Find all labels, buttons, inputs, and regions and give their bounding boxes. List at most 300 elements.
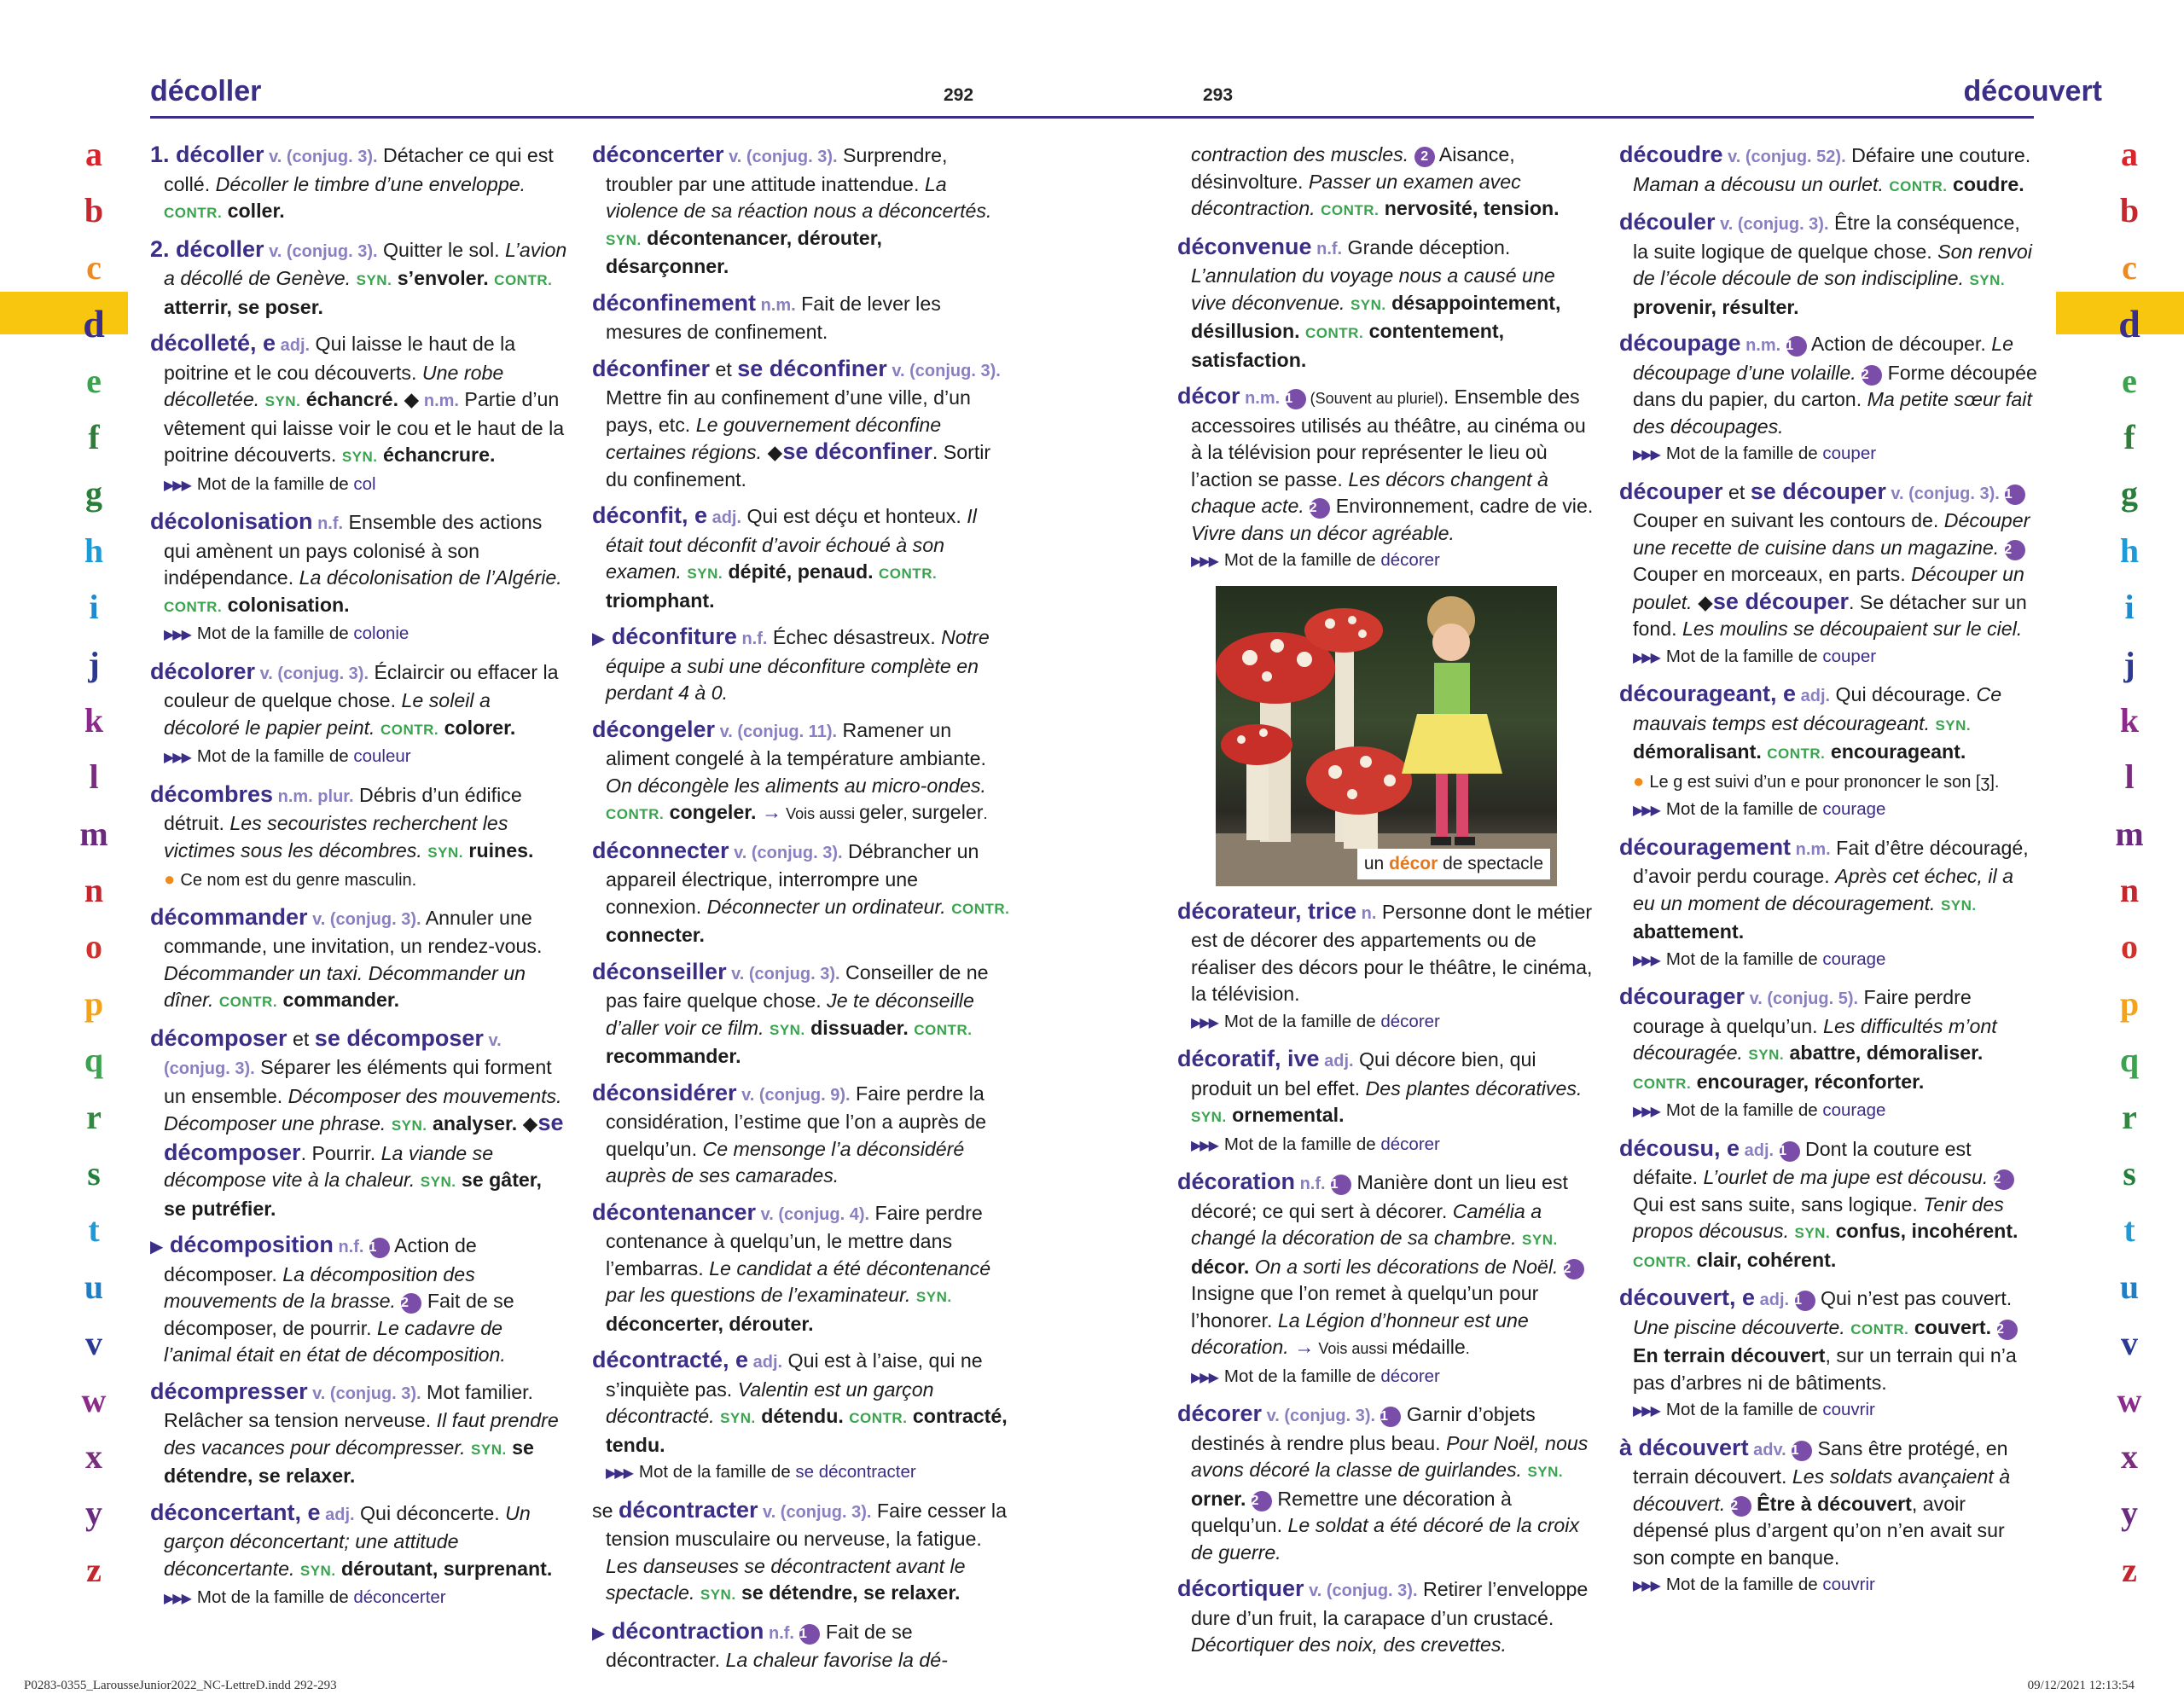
definition-text: Aisance, désinvolture. bbox=[1191, 143, 1515, 193]
headword[interactable]: décolleté, e bbox=[150, 330, 276, 356]
letter-index-q[interactable]: q bbox=[84, 1041, 104, 1080]
letter-index-b[interactable]: b bbox=[84, 191, 104, 230]
letter-index-a[interactable]: a bbox=[2121, 135, 2138, 173]
family-link[interactable]: décorer bbox=[1380, 1134, 1440, 1154]
letter-index-p[interactable]: p bbox=[84, 983, 104, 1023]
definition-text: . Ensemble des accessoires utilisés au théâtre, au cinéma ou à la télévision pour représenter le lieu où l’action se passe. bbox=[1191, 386, 1586, 490]
related-word: encourager, réconforter. bbox=[1691, 1070, 1925, 1093]
letter-index-b[interactable]: b bbox=[2119, 191, 2140, 230]
definition-text: Forme découpée dans du papier, du carton. bbox=[1633, 361, 2037, 410]
letter-index-f[interactable]: f bbox=[88, 417, 100, 456]
headword[interactable]: se déconfiner bbox=[737, 355, 887, 381]
definition-text: Qui décore bien, qui produit un bel effet. bbox=[1191, 1048, 1536, 1099]
letter-index-g[interactable]: g bbox=[85, 474, 102, 513]
grammar-label: v. (conjug. 52). bbox=[1722, 148, 1846, 166]
dictionary-entry bbox=[1177, 898, 1595, 1037]
word-family-ref bbox=[164, 620, 568, 649]
cross-reference-link[interactable]: surgeler bbox=[911, 801, 984, 823]
entry-text bbox=[592, 290, 1010, 346]
family-arrow-icon: ▶▶▶ bbox=[164, 478, 190, 493]
dictionary-entry bbox=[1177, 142, 1595, 224]
family-link[interactable]: col bbox=[353, 473, 376, 494]
family-label: Mot de la famille de bbox=[196, 473, 354, 494]
definition-text: Fait de lever les mesures de confinement. bbox=[606, 292, 941, 343]
note-bullet: ● bbox=[164, 868, 181, 890]
letter-index-k[interactable]: k bbox=[84, 700, 104, 740]
family-link[interactable]: couper bbox=[1822, 646, 1877, 666]
grammar-label: v. (conjug. 3). bbox=[1715, 215, 1829, 234]
sense-number: 1 bbox=[1786, 336, 1807, 357]
headword[interactable]: décourager bbox=[1619, 983, 1745, 1009]
related-word: couvert. bbox=[1908, 1315, 1997, 1338]
dictionary-entry bbox=[150, 904, 568, 1016]
letter-index-v[interactable]: v bbox=[2121, 1324, 2138, 1363]
letter-index-n[interactable]: n bbox=[2119, 871, 2140, 910]
example: La décomposition des mouvements de la brasse. bbox=[164, 1262, 475, 1312]
usage-label: CONTR. bbox=[1767, 746, 1826, 762]
definition-text: Débrancher un appareil électrique, interrompre une connexion. bbox=[606, 839, 979, 918]
related-word: se détendre, se relaxer. bbox=[735, 1581, 961, 1604]
definition-text: Défaire une couture. bbox=[1845, 144, 2031, 166]
word-family-ref bbox=[606, 1459, 1010, 1488]
example: La viande se décompose vite à la chaleur. bbox=[164, 1141, 494, 1191]
right-page-number: 293 bbox=[1203, 85, 1234, 105]
letter-index-m[interactable]: m bbox=[2115, 814, 2144, 853]
example: Des plantes décoratives. bbox=[1365, 1076, 1583, 1099]
definition-text: Faire cesser la tension musculaire ou nerveuse, la fatigue. bbox=[606, 1499, 1007, 1550]
letter-index-a[interactable]: a bbox=[85, 135, 102, 173]
letter-index-k[interactable]: k bbox=[2119, 700, 2140, 740]
grammar-label: n.f. bbox=[764, 1623, 794, 1643]
headword[interactable]: décontenancer bbox=[592, 1198, 757, 1225]
definition-text: Ensemble des actions qui amènent un pays colonisé à son indépendance. bbox=[164, 511, 543, 589]
letter-index-d[interactable]: d bbox=[83, 302, 105, 346]
definition-text: Fait d’être découragé, d’avoir perdu courage. bbox=[1633, 836, 2029, 887]
letter-index-i[interactable]: i bbox=[89, 588, 99, 627]
headword[interactable]: se décomposer bbox=[164, 1110, 564, 1165]
grammar-label: v. (conjug. 3). bbox=[1885, 484, 2000, 503]
usage-label: CONTR. bbox=[1633, 1075, 1692, 1092]
related-word: déroutant, surprenant. bbox=[335, 1557, 553, 1580]
cross-reference-link[interactable]: geler bbox=[859, 801, 903, 823]
letter-index-z[interactable]: z bbox=[2122, 1550, 2137, 1589]
entry-text bbox=[1619, 1135, 2037, 1276]
related-word: coller. bbox=[222, 200, 285, 222]
letter-index-t[interactable]: t bbox=[88, 1210, 100, 1250]
headword[interactable]: décorateur, trice bbox=[1177, 897, 1357, 924]
headword[interactable]: à découvert bbox=[1619, 1434, 1749, 1460]
definition-text: Qui laisse le haut de la poitrine et le cou découverts. bbox=[164, 333, 516, 384]
headword[interactable]: décor bbox=[1177, 383, 1240, 409]
letter-index-o[interactable]: o bbox=[85, 927, 102, 966]
derivative-marker: ▶ bbox=[592, 630, 606, 648]
example: Le gouvernement déconfine certaines régions. bbox=[606, 413, 942, 463]
dictionary-entry bbox=[592, 290, 1010, 346]
example: Un garçon déconcertant; une attitude déconcertante. bbox=[164, 1501, 531, 1580]
sense-number: 1 bbox=[1795, 1291, 1815, 1311]
example: Notre équipe a subi une déconfiture complète en perdant 4 à 0. bbox=[606, 626, 990, 704]
example: Le découpage d’une volaille. bbox=[1633, 333, 2014, 384]
letter-index-u[interactable]: u bbox=[2119, 1267, 2140, 1306]
usage-label: SYN. bbox=[341, 449, 378, 465]
headword[interactable]: déconfiner bbox=[592, 355, 711, 381]
word-family-ref bbox=[164, 471, 568, 500]
family-label: Mot de la famille de bbox=[196, 746, 354, 766]
grammar-label: n.m. bbox=[756, 295, 796, 315]
family-label: Mot de la famille de bbox=[1665, 444, 1823, 463]
print-footer-right: 09/12/2021 12:13:54 bbox=[2027, 1679, 2135, 1692]
example: Il faut prendre des vacances pour décompresser. bbox=[164, 1409, 559, 1459]
definition-text: Qui est sans suite, sans logique. bbox=[1633, 1192, 1924, 1216]
sense-number: 2 bbox=[1862, 365, 1882, 386]
example: Les décors changent à chaque acte. bbox=[1191, 467, 1548, 517]
definition-text: Mot familier. Relâcher sa tension nerveuse. bbox=[164, 1380, 534, 1431]
usage-label: SYN. bbox=[427, 844, 463, 861]
sense-number: 2 bbox=[1731, 1496, 1751, 1517]
letter-index-n[interactable]: n bbox=[84, 871, 104, 910]
word-family-ref bbox=[1633, 1396, 2037, 1425]
example: Il était tout déconfit d’avoir échoué à son examen. bbox=[606, 505, 977, 583]
family-link[interactable]: couper bbox=[1822, 444, 1877, 463]
entry-text bbox=[1177, 1575, 1595, 1659]
headword[interactable]: décommander bbox=[150, 903, 308, 930]
headword[interactable]: décongeler bbox=[592, 716, 716, 742]
definition-text: Mettre fin au confinement d’une ville, d’un pays, etc. bbox=[606, 386, 971, 436]
letter-index-t[interactable]: t bbox=[2123, 1210, 2135, 1250]
headword[interactable]: découler bbox=[1619, 209, 1716, 235]
definition-text: Faire perdre courage à quelqu’un. bbox=[1633, 986, 1972, 1037]
letter-index-g[interactable]: g bbox=[2121, 474, 2138, 513]
headword[interactable]: décorer bbox=[1177, 1401, 1263, 1426]
sense-number: 2 bbox=[1564, 1259, 1584, 1279]
example: Le cadavre de l’animal était en état de décomposition. bbox=[164, 1316, 506, 1366]
entry-text bbox=[1177, 234, 1595, 374]
dictionary-entry bbox=[592, 142, 1010, 281]
usage-label: SYN. bbox=[391, 1117, 427, 1134]
grammar-label: v. (conjug. 3). bbox=[886, 361, 1001, 380]
headword[interactable]: décoratif, ive bbox=[1177, 1046, 1320, 1071]
dictionary-entry bbox=[150, 1378, 568, 1490]
derivative-marker: ▶ bbox=[150, 1238, 164, 1256]
letter-index-l[interactable]: l bbox=[89, 757, 99, 797]
family-label: Mot de la famille de bbox=[1665, 1100, 1823, 1120]
family-arrow-icon: ▶▶▶ bbox=[1633, 1579, 1659, 1593]
family-link[interactable]: décorer bbox=[1380, 550, 1440, 570]
usage-label: CONTR. bbox=[164, 205, 223, 221]
definition-text: Qui est déçu et honteux. bbox=[741, 505, 967, 527]
usage-label: SYN. bbox=[1350, 296, 1386, 313]
entry-text bbox=[1619, 681, 2037, 768]
caption-text: un bbox=[1363, 854, 1390, 873]
usage-label: CONTR. bbox=[218, 994, 278, 1010]
illustration-photo bbox=[1216, 586, 1557, 886]
dictionary-entry bbox=[150, 1500, 568, 1613]
related-word: colonisation. bbox=[222, 593, 350, 616]
usage-label: CONTR. bbox=[494, 272, 553, 288]
definition-text: Couper en suivant les contours de. bbox=[1633, 509, 1944, 531]
related-word: triomphant. bbox=[606, 589, 715, 612]
definition-text: , sur un terrain qui n’a pas d’arbres ni de bâtiments. bbox=[1633, 1344, 2017, 1394]
sense-number: 1 bbox=[1780, 1141, 1800, 1162]
headword[interactable]: se découper bbox=[1712, 588, 1849, 614]
headword[interactable]: déconcerter bbox=[592, 142, 724, 167]
headword[interactable]: 1. décoller bbox=[150, 142, 264, 167]
headword[interactable]: décourageant, e bbox=[1619, 681, 1797, 706]
usage-label: SYN. bbox=[606, 231, 642, 248]
sense-number: 2 bbox=[1310, 498, 1330, 519]
entry-text bbox=[1191, 142, 1595, 224]
entry-text bbox=[1619, 1285, 2037, 1396]
headword[interactable]: découragement bbox=[1619, 833, 1792, 860]
letter-index-j[interactable]: j bbox=[2123, 644, 2135, 683]
usage-label: SYN. bbox=[264, 393, 301, 409]
letter-index-e[interactable]: e bbox=[2122, 361, 2137, 400]
definition-text: . Pourrir. bbox=[300, 1141, 381, 1164]
related-word: se gâter, se putréfier. bbox=[164, 1169, 542, 1220]
headword[interactable]: déconfinement bbox=[592, 289, 757, 316]
headword[interactable]: décontracté, e bbox=[592, 1347, 749, 1372]
grammar-label: v. (conjug. 3). bbox=[1262, 1407, 1376, 1425]
example: contraction des muscles. bbox=[1191, 143, 1409, 165]
left-page-number: 292 bbox=[944, 85, 974, 105]
letter-index-h[interactable]: h bbox=[2119, 531, 2140, 570]
related-word: clair, cohérent. bbox=[1691, 1248, 1837, 1271]
definition-text: Personne dont le métier est de décorer des appartements ou de réaliser des décors pour le théâtre, le cinéma, la télévision. bbox=[1191, 900, 1593, 1005]
letter-index-p[interactable]: p bbox=[2119, 983, 2140, 1023]
left-running-headword: décoller bbox=[150, 75, 262, 107]
headword[interactable]: déconvenue bbox=[1177, 233, 1312, 259]
letter-index-y[interactable]: y bbox=[2121, 1494, 2138, 1533]
family-link[interactable]: décorer bbox=[1380, 1011, 1440, 1031]
word-family-ref bbox=[1633, 796, 2037, 825]
header-rule bbox=[150, 116, 1092, 119]
family-arrow-icon: ▶▶▶ bbox=[1633, 953, 1659, 968]
word-family-ref bbox=[164, 743, 568, 772]
headword[interactable]: déconfit, e bbox=[592, 502, 708, 528]
letter-index-i[interactable]: i bbox=[2124, 588, 2135, 627]
letter-index-u[interactable]: u bbox=[84, 1267, 104, 1306]
headword[interactable]: découvert, e bbox=[1619, 1285, 1756, 1310]
headword[interactable]: se décomposer bbox=[314, 1024, 484, 1051]
definition-text: Surprendre, troubler par une attitude inattendue. bbox=[606, 144, 948, 195]
definition-text: Quitter le sol. bbox=[377, 238, 506, 261]
word-family-ref bbox=[1191, 1131, 1595, 1160]
family-link[interactable]: colonie bbox=[353, 624, 410, 643]
example: La décolonisation de l’Algérie. bbox=[299, 566, 562, 589]
example: Une robe décolletée. bbox=[164, 361, 504, 410]
print-footer-left: P0283-0355_LarousseJunior2022_NC-LettreD.indd 292-293 bbox=[24, 1679, 337, 1692]
family-link[interactable]: courage bbox=[1822, 949, 1886, 969]
entry-text bbox=[592, 142, 1010, 281]
header-rule bbox=[1092, 116, 2034, 119]
family-link[interactable]: couvrir bbox=[1822, 1400, 1875, 1419]
illustration-caption bbox=[1357, 849, 1550, 879]
example: Pour Noël, nous avons décoré la classe de guirlandes. bbox=[1191, 1431, 1589, 1481]
related-word: ornemental. bbox=[1226, 1104, 1345, 1126]
headword[interactable]: décontracter bbox=[618, 1496, 758, 1523]
word-family-ref bbox=[1633, 1571, 2037, 1600]
dictionary-entry bbox=[1177, 234, 1595, 374]
definition-text: et bbox=[287, 1027, 315, 1050]
letter-index-r[interactable]: r bbox=[86, 1097, 102, 1136]
sense-number: 2 bbox=[1252, 1491, 1272, 1511]
example: Passer un examen avec décontraction. bbox=[1191, 170, 1521, 219]
letter-index-v[interactable]: v bbox=[85, 1324, 102, 1363]
entry-text bbox=[592, 1618, 1010, 1674]
letter-index-q[interactable]: q bbox=[2119, 1041, 2140, 1080]
definition-text: Dont la couture est défaite. bbox=[1633, 1137, 1972, 1188]
family-link[interactable]: courage bbox=[1822, 1100, 1886, 1120]
headword[interactable]: déconfiture bbox=[605, 624, 737, 649]
example: La chaleur favorise la dé- bbox=[725, 1649, 948, 1671]
family-arrow-icon: ▶▶▶ bbox=[1633, 1404, 1659, 1419]
headword[interactable]: décomposition bbox=[163, 1232, 334, 1257]
entry-text bbox=[592, 624, 1010, 707]
family-link[interactable]: courage bbox=[1822, 799, 1886, 819]
letter-index-w[interactable]: w bbox=[2117, 1380, 2142, 1419]
headword[interactable]: déconcertant, e bbox=[150, 1499, 321, 1525]
family-label: Mot de la famille de bbox=[1665, 1575, 1823, 1594]
headword[interactable]: se déconfiner bbox=[782, 438, 932, 464]
family-arrow-icon: ▶▶▶ bbox=[164, 1592, 190, 1606]
related-word: confus, incohérent. bbox=[1830, 1220, 2018, 1242]
family-link[interactable]: décorer bbox=[1380, 1366, 1440, 1386]
caption-highlight: décor bbox=[1389, 854, 1438, 873]
headword[interactable]: décontraction bbox=[605, 1617, 764, 1644]
headword[interactable]: découpage bbox=[1619, 330, 1741, 356]
definition-text: Insigne que l’on remet à quelqu’un pour l’honorer. bbox=[1191, 1282, 1539, 1332]
related-word: coudre. bbox=[1947, 172, 2024, 195]
usage-label: SYN. bbox=[1527, 1464, 1564, 1480]
dictionary-entry bbox=[1177, 1046, 1595, 1159]
headword[interactable]: décousu, e bbox=[1619, 1134, 1740, 1161]
letter-index-w[interactable]: w bbox=[81, 1380, 107, 1419]
headword[interactable]: décolonisation bbox=[150, 508, 313, 534]
grammar-label: adj. bbox=[1796, 687, 1831, 705]
entry-text bbox=[1177, 1046, 1595, 1131]
family-arrow-icon: ▶▶▶ bbox=[1633, 448, 1659, 462]
example: Découper une recette de cuisine dans un magazine. bbox=[1633, 509, 2030, 559]
headword[interactable]: déconseiller bbox=[592, 958, 727, 984]
usage-label: SYN. bbox=[1522, 1232, 1558, 1248]
family-link[interactable]: couleur bbox=[353, 746, 411, 766]
letter-index-l[interactable]: l bbox=[2124, 757, 2135, 797]
letter-index-h[interactable]: h bbox=[84, 531, 104, 570]
grammar-label: v. (conjug. 3). bbox=[758, 1502, 872, 1522]
family-label: Mot de la famille de bbox=[1665, 799, 1823, 819]
definition-text: ◆ bbox=[404, 388, 420, 410]
family-arrow-icon: ▶▶▶ bbox=[1191, 1370, 1217, 1385]
letter-index-s[interactable]: s bbox=[2123, 1154, 2136, 1193]
letter-index-f[interactable]: f bbox=[2123, 417, 2135, 456]
letter-index-c[interactable]: c bbox=[86, 247, 102, 287]
family-link[interactable]: se décontracter bbox=[795, 1462, 916, 1482]
headword[interactable]: décombres bbox=[150, 780, 274, 807]
usage-label: SYN. bbox=[720, 1410, 756, 1426]
definition-text: . Sortir du confinement. bbox=[606, 441, 991, 490]
letter-index-d[interactable]: d bbox=[2118, 302, 2140, 346]
related-word: déconcerter, dérouter. bbox=[606, 1312, 814, 1335]
dictionary-entry bbox=[150, 659, 568, 772]
family-link[interactable]: couvrir bbox=[1822, 1575, 1875, 1594]
letter-index-j[interactable]: j bbox=[88, 644, 100, 683]
dictionary-entry bbox=[592, 356, 1010, 494]
definition-text: ◆ bbox=[1692, 590, 1713, 613]
grammar-label: n.m. bbox=[1240, 389, 1281, 408]
word-family-ref bbox=[1633, 440, 2037, 469]
family-link[interactable]: déconcerter bbox=[353, 1587, 446, 1607]
headword[interactable]: se découper bbox=[1750, 478, 1886, 504]
usage-label: SYN. bbox=[420, 1174, 456, 1190]
headword[interactable]: 2. décoller bbox=[150, 235, 264, 262]
usage-label: SYN. bbox=[1748, 1047, 1785, 1063]
letter-index-z[interactable]: z bbox=[86, 1550, 102, 1589]
related-word: échancrure. bbox=[377, 444, 496, 466]
sense-number: 1 bbox=[369, 1238, 390, 1258]
family-label: Mot de la famille de bbox=[1223, 1366, 1381, 1386]
letter-index-y[interactable]: y bbox=[85, 1494, 102, 1533]
column-1 bbox=[150, 142, 568, 1622]
usage-note bbox=[1633, 768, 2037, 797]
grammar-label: v. (conjug. 3). bbox=[1304, 1581, 1418, 1600]
family-label: Mot de la famille de bbox=[196, 624, 354, 643]
letter-index-r[interactable]: r bbox=[2122, 1097, 2137, 1136]
entry-text bbox=[1619, 1435, 2037, 1572]
dictionary-entry bbox=[592, 838, 1010, 949]
related-word: contentement, satisfaction. bbox=[1191, 320, 1505, 371]
word-family-ref bbox=[164, 1584, 568, 1613]
entry-text bbox=[1619, 834, 2037, 946]
related-word: décor. bbox=[1191, 1255, 1255, 1278]
letter-index-e[interactable]: e bbox=[86, 361, 102, 400]
headword[interactable]: décompresser bbox=[150, 1378, 308, 1404]
sense-number: 1 bbox=[2005, 484, 2025, 505]
headword[interactable]: découper bbox=[1619, 478, 1723, 504]
remark: (Souvent au pluriel) bbox=[1305, 390, 1443, 407]
related-word: nervosité, tension. bbox=[1379, 197, 1560, 219]
example: Déconnecter un ordinateur. bbox=[706, 895, 946, 918]
dictionary-entry bbox=[1619, 1135, 2037, 1276]
letter-index-s[interactable]: s bbox=[87, 1154, 101, 1193]
example: Le soldat a été décoré de la croix de guerre. bbox=[1191, 1514, 1580, 1564]
example: Tenir des propos décousus. bbox=[1633, 1192, 2004, 1242]
letter-index-x[interactable]: x bbox=[2121, 1436, 2138, 1476]
letter-index-o[interactable]: o bbox=[2121, 927, 2138, 966]
letter-index-m[interactable]: m bbox=[79, 814, 108, 853]
related-word: se détendre, se relaxer. bbox=[164, 1436, 534, 1487]
entry-text bbox=[150, 659, 568, 744]
grammar-label: n.f. bbox=[1295, 1175, 1326, 1193]
usage-label: CONTR. bbox=[164, 598, 223, 615]
headword[interactable]: découdre bbox=[1619, 142, 1723, 167]
family-label: Mot de la famille de bbox=[1223, 1134, 1381, 1154]
headword[interactable]: déconsidérer bbox=[592, 1079, 737, 1105]
family-arrow-icon: ▶▶▶ bbox=[1191, 1138, 1217, 1153]
headword[interactable]: décortiquer bbox=[1177, 1575, 1304, 1601]
letter-index-c[interactable]: c bbox=[2122, 247, 2137, 287]
headword[interactable]: décolorer bbox=[150, 658, 256, 684]
related-word: orner. bbox=[1191, 1487, 1252, 1510]
definition-text: Qui est à l’aise, qui ne s’inquiète pas. bbox=[606, 1349, 983, 1401]
letter-index-x[interactable]: x bbox=[85, 1436, 102, 1476]
headword[interactable]: déconnecter bbox=[592, 837, 729, 863]
headword[interactable]: décomposer bbox=[150, 1024, 288, 1051]
sense-number: 2 bbox=[1414, 147, 1435, 167]
definition-text: Partie d’un vêtement qui laisse voir le cou et le haut de la poitrine découverts. bbox=[164, 388, 565, 466]
dictionary-entry bbox=[592, 1347, 1010, 1488]
headword[interactable]: décoration bbox=[1177, 1169, 1296, 1194]
cross-reference-link[interactable]: médaille bbox=[1391, 1336, 1466, 1358]
